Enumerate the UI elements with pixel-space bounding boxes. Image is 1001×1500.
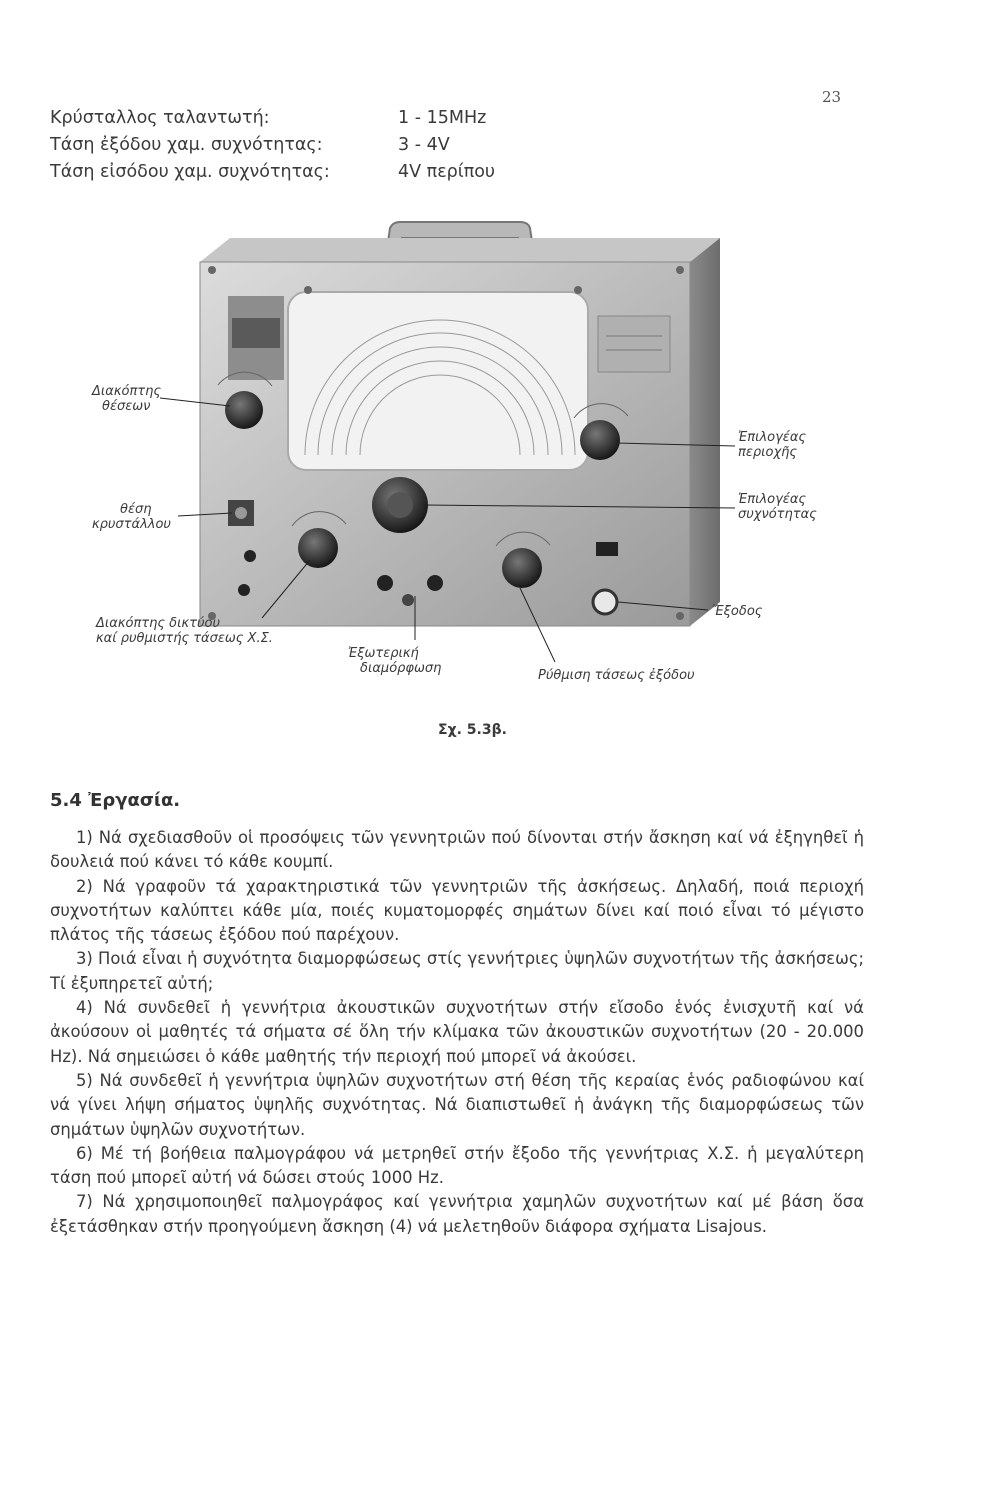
- section-title: 5.4 Ἐργασία.: [50, 790, 181, 811]
- callout-line: Διακόπτης δικτύου: [96, 616, 220, 631]
- callout-line: Ἐπιλογέας: [738, 430, 807, 445]
- callout-position-switch: [92, 384, 161, 414]
- spec-label: Κρύσταλλος ταλαντωτή:: [50, 108, 270, 128]
- callout-output: [712, 604, 762, 619]
- callout-line: συχνότητας: [738, 507, 817, 522]
- figure-caption: Σχ. 5.3β.: [438, 722, 507, 738]
- callout-frequency-selector: [738, 492, 817, 522]
- cabinet-side: [690, 238, 720, 626]
- callout-line: Διακόπτης: [92, 384, 161, 399]
- cabinet-top: [200, 238, 720, 262]
- callout-line: Ἐπιλογέας: [738, 492, 807, 507]
- body-text: [50, 826, 864, 1239]
- callout-line: Ἔξοδος: [712, 604, 763, 619]
- callout-line: θέση: [120, 502, 152, 517]
- mains-switch-knob: [298, 528, 338, 568]
- paragraph: 2) Νά γραφοῦν τά χαρακτηριστικά τῶν γεννητριῶν τῆς ἀσκήσεως. Δηλαδή, ποιά περιοχή συχνοτήτων καλύπτει κάθε μία, ποιές κυματομορφές σημάτων δίνει καί ποιό εἶναι τό μέγιστο πλάτος τῆς τάσεως ἐξόδου πού παρέχουν.: [50, 876, 864, 945]
- output-connector: [593, 590, 617, 614]
- paragraph: 4) Νά συνδεθεῖ ἡ γεννήτρια ἀκουστικῶν συχνοτήτων στήν εἴσοδο ἑνός ἐνισχυτῆ καί νά ἀκούσουν οἱ μαθητές τά σήματα σέ ὅλη τήν κλίμακα τῶν ἀκουστικῶν συχνοτήτων (20 - 20.000 Hz). Νά σημειώσει ὁ κάθε μαθητής τήν περιοχή πού μπορεῖ νά ἀκούσει.: [50, 998, 864, 1066]
- range-selector-knob: [580, 420, 620, 460]
- model-plate: [598, 316, 670, 372]
- toggle-switch: [596, 542, 618, 556]
- callout-line: θέσεων: [102, 399, 151, 414]
- callout-line: Ἐξωτερική: [348, 646, 419, 661]
- spec-label: Τάση εἰσόδου χαμ. συχνότητας:: [50, 162, 330, 182]
- callout-line: περιοχῆς: [738, 445, 798, 460]
- callout-output-voltage-adjust: [538, 668, 695, 683]
- callout-line: διαμόρφωση: [360, 661, 442, 676]
- callout-mains-switch: [96, 616, 273, 646]
- signal-generator-figure: [0, 0, 1001, 720]
- callout-line: καί ρυθμιστής τάσεως Χ.Σ.: [96, 631, 273, 646]
- spec-value: 4V περίπου: [398, 162, 496, 182]
- callout-external-modulation: [348, 646, 441, 676]
- ext-mod-jack: [427, 575, 443, 591]
- paragraph: 7) Νά χρησιμοποιηθεῖ παλμογράφος καί γεννήτρια χαμηλῶν συχνοτήτων καί μέ βάση ὅσα ἐξετάσθηκαν στήν προηγούμενη ἄσκηση (4) νά μελετηθοῦν διάφορα σχήματα Lisajous.: [50, 1192, 864, 1236]
- callout-range-selector: [738, 430, 806, 460]
- output-adjust-knob: [502, 548, 542, 588]
- position-switch-knob: [225, 391, 263, 429]
- paragraph: 1) Νά σχεδιασθοῦν οἱ προσόψεις τῶν γεννητριῶν πού δίνονται στήν ἄσκηση καί νά ἐξηγηθεῖ ἡ δουλειά πού κάνει τό κάθε κουμπί.: [50, 828, 864, 872]
- callout-crystal-position: [92, 502, 171, 532]
- spec-value: 1 - 15MHz: [398, 108, 487, 128]
- callout-line: κρυστάλλου: [92, 517, 171, 532]
- callout-line: Ρύθμιση τάσεως ἐξόδου: [538, 668, 695, 683]
- paragraph: 3) Ποιά εἶναι ἡ συχνότητα διαμορφώσεως στίς γεννήτριες ὑψηλῶν συχνοτήτων τῆς ἀσκήσεως; Τί ἐξυπηρετεῖ αὐτή;: [50, 949, 864, 993]
- ext-mod-jack: [377, 575, 393, 591]
- spec-label: Τάση ἐξόδου χαμ. συχνότητας:: [50, 135, 323, 155]
- paragraph: 6) Μέ τή βοήθεια παλμογράφου νά μετρηθεῖ στήν ἔξοδο τῆς γεννήτριας Χ.Σ. ἡ μεγαλύτερη τάση πού μπορεῖ αὐτή νά δώσει στούς 1000 Hz.: [50, 1143, 864, 1188]
- spec-value: 3 - 4V: [398, 135, 450, 155]
- page-number: 23: [822, 88, 842, 106]
- paragraph: 5) Νά συνδεθεῖ ἡ γεννήτρια ὑψηλῶν συχνοτήτων στή θέση τῆς κεραίας ἑνός ραδιοφώνου καί νά γίνει λήψη σήματος ὑψηλῆς συχνότητας. Νά διαπιστωθεῖ ἡ ἀνάγκη τῆς διαμορφώσεως τῶν σημάτων ὑψηλῶν συχνοτήτων.: [50, 1070, 864, 1139]
